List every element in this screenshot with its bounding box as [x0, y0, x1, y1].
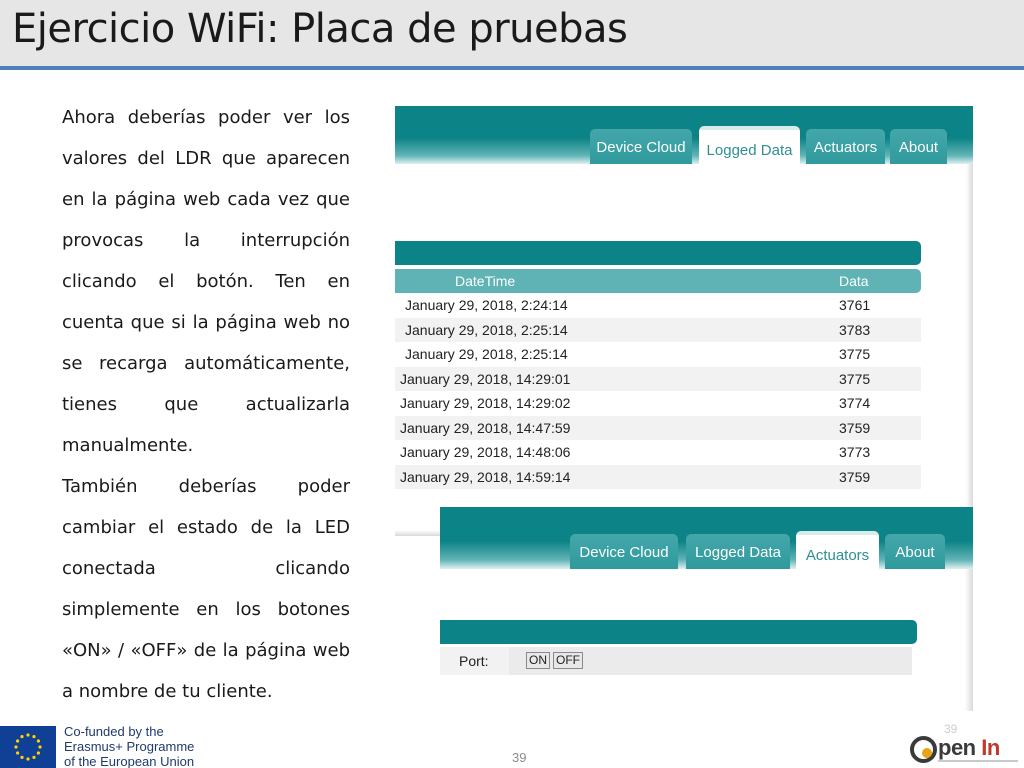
eu-line: of the European Union — [64, 754, 195, 768]
cell-datetime: January 29, 2018, 14:47:59 — [400, 419, 571, 436]
table-row — [395, 293, 921, 318]
tab-bar — [395, 106, 973, 164]
tab-about[interactable]: About — [890, 129, 947, 164]
cell-data: 3773 — [839, 444, 871, 460]
actuators-screenshot — [440, 507, 973, 711]
port-label: Port: — [459, 653, 489, 669]
cell-data: 3775 — [839, 346, 871, 362]
port-controls — [509, 647, 912, 675]
header-divider — [0, 66, 1024, 70]
table-row — [395, 318, 921, 343]
logo-o-icon — [910, 736, 937, 763]
cell-datetime: January 29, 2018, 2:25:14 — [405, 321, 568, 338]
page-number: 39 — [512, 750, 527, 765]
data-table-body — [395, 293, 921, 489]
screenshot-shadow — [966, 164, 973, 536]
ghost-page-number: 39 — [944, 722, 958, 736]
cell-datetime: January 29, 2018, 14:29:02 — [400, 395, 571, 411]
tab-actuators[interactable]: Actuators — [796, 531, 879, 569]
table-row — [395, 367, 921, 392]
table-header — [395, 269, 921, 293]
eu-line: Erasmus+ Programme — [64, 739, 195, 754]
logo-text-open: pen — [938, 735, 976, 760]
logo-text-in: In — [981, 735, 1000, 760]
tab-logged-data[interactable]: Logged Data — [686, 534, 790, 569]
table-row — [395, 391, 921, 416]
tab-logged-data[interactable]: Logged Data — [699, 126, 800, 164]
paragraph-led-control: También deberías poder cambiar el estado de la LED conectada clicando simplemente en los botones «ON» / «OFF» de la página web a nombre de tu cliente. — [62, 476, 350, 702]
section-bar — [440, 620, 917, 644]
paragraph-ldr-values: Ahora deberías poder ver los valores del LDR que aparecen en la página web cada vez que provocas la interrupción clicando el botón. Ten en cuenta que si la página web no se recarga automáticamente, tienes que actualizarla manualmente. — [62, 107, 350, 456]
column-header-datetime: DateTime — [455, 273, 516, 289]
port-row — [440, 647, 912, 675]
table-row — [395, 465, 921, 490]
logo-tagline — [938, 760, 1018, 762]
screenshot-shadow — [965, 569, 973, 711]
cell-datetime: January 29, 2018, 14:48:06 — [400, 444, 571, 460]
cell-datetime: January 29, 2018, 2:25:14 — [405, 346, 568, 362]
slide-header — [0, 0, 1024, 66]
eu-cofunding-text — [64, 724, 194, 768]
cell-data: 3774 — [839, 395, 871, 411]
tab-about[interactable]: About — [885, 534, 945, 569]
eu-line: Co-funded by the — [64, 724, 164, 739]
cell-datetime: January 29, 2018, 2:24:14 — [405, 297, 568, 313]
cell-datetime: January 29, 2018, 14:59:14 — [400, 468, 571, 485]
table-row — [395, 440, 921, 465]
cell-data: 3761 — [839, 297, 871, 313]
cell-datetime: January 29, 2018, 14:29:01 — [400, 370, 571, 387]
openin-logo — [908, 734, 1018, 768]
section-bar — [395, 241, 921, 265]
tab-device-cloud[interactable]: Device Cloud — [570, 534, 678, 569]
cell-data: 3783 — [839, 321, 871, 338]
logo-text — [938, 735, 1000, 761]
slide-body-text — [62, 97, 350, 712]
eu-flag-icon — [0, 726, 56, 768]
tab-device-cloud[interactable]: Device Cloud — [590, 129, 692, 164]
tab-actuators[interactable]: Actuators — [806, 129, 885, 164]
cell-data: 3759 — [839, 419, 871, 436]
column-header-data: Data — [839, 273, 869, 289]
off-button[interactable]: OFF — [553, 652, 583, 669]
table-row — [395, 342, 921, 367]
on-button[interactable]: ON — [526, 652, 550, 669]
logged-data-screenshot — [395, 106, 973, 536]
tab-bar — [440, 507, 973, 569]
cell-data: 3775 — [839, 370, 871, 387]
cell-data: 3759 — [839, 468, 871, 485]
table-row — [395, 416, 921, 441]
slide-title: Ejercicio WiFi: Placa de pruebas — [12, 6, 628, 52]
